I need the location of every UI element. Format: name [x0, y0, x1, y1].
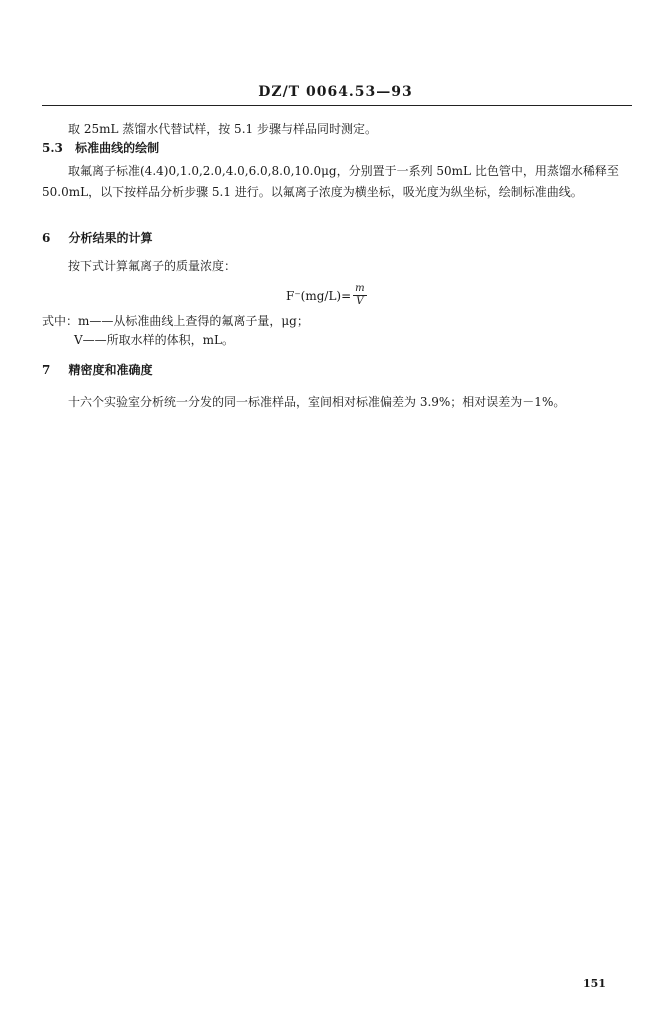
section-title: 精密度和准确度: [68, 363, 153, 377]
where-line-v: V——所取水样的体积，mL。: [74, 333, 235, 347]
section-5-3-paragraph: 取氟离子标准(4.4)0,1.0,2.0,4.0,6.0,8.0,10.0μg，分别置于一系列 50mL 比色管中，用蒸馏水稀释至 50.0mL，以下按样品分析步骤 5.1 进行。以氟离子浓度为横坐标，吸光度为纵坐标，绘制标准曲线。: [42, 164, 619, 199]
blank-test-line: 取 25mL 蒸馏水代替试样，按 5.1 步骤与样品同时测定。: [68, 122, 377, 136]
page-header-standard-code: DZ/T 0064.53—93: [258, 84, 413, 100]
formula-denominator: V: [356, 296, 364, 307]
section-7-heading: [42, 362, 153, 378]
page-number: 151: [583, 977, 606, 990]
section-6-heading: [42, 230, 153, 246]
section-title: 标准曲线的绘制: [75, 141, 160, 155]
section-number: 5.3: [42, 141, 63, 155]
formula-lhs: F⁻(mg/L)=: [286, 288, 352, 303]
section-title: 分析结果的计算: [68, 231, 153, 245]
where-line-m: 式中：m——从标准曲线上查得的氟离子量，μg；: [42, 314, 309, 328]
fluoride-formula: [286, 284, 367, 307]
formula-numerator: m: [355, 283, 365, 294]
section-5-3-heading: [42, 140, 159, 156]
header-rule: [42, 105, 632, 106]
section-7-paragraph: 十六个实验室分析统一分发的同一标准样品，室间相对标准偏差为 3.9%；相对误差为－1%。: [68, 395, 566, 409]
section-number: 7: [42, 363, 51, 377]
formula-fraction: [353, 284, 366, 307]
section-number: 6: [42, 231, 51, 245]
section-6-intro: 按下式计算氟离子的质量浓度：: [68, 259, 237, 273]
